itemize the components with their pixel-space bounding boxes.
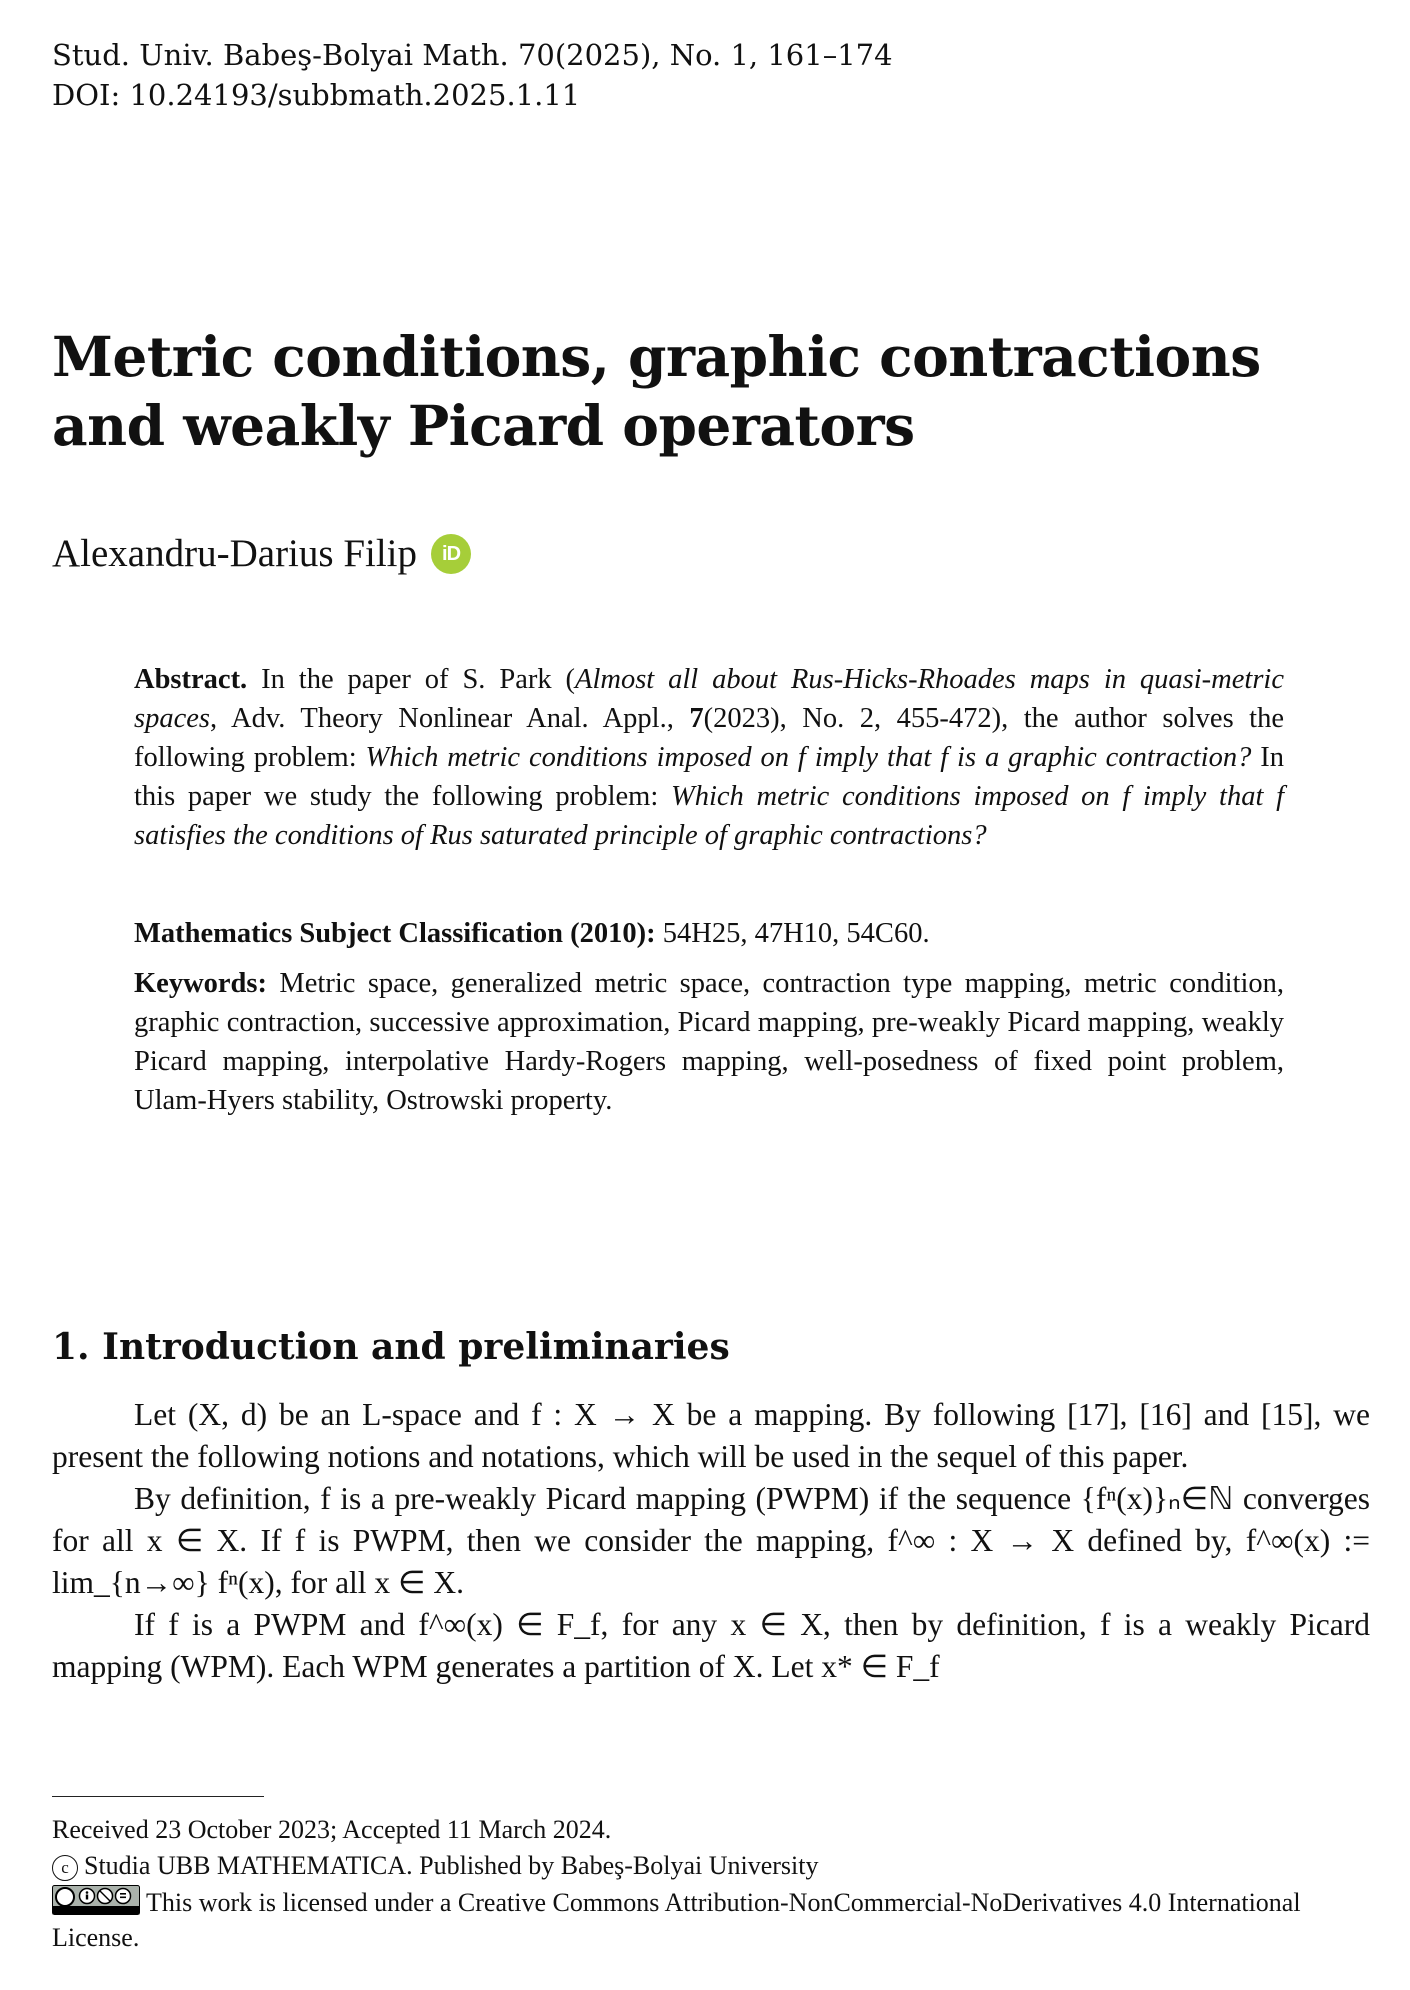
abstract-text: In this paper we study the following problem: <box>134 742 1284 812</box>
abstract <box>134 660 1284 855</box>
author-name: Alexandru-Darius Filip <box>52 532 418 575</box>
body-paragraph-3: If f is a PWPM and f^∞(x) ∈ F_f, for any x ∈ X, then by definition, f is a weakly Picard mapping (WPM). Each WPM generates a partition of X. Let x* ∈ F_f <box>52 1607 1370 1684</box>
keywords <box>134 964 1284 1120</box>
copyright-note <box>52 1848 1372 1883</box>
abstract-paragraph <box>134 660 1284 855</box>
abstract-cited-title: Almost all about Rus-Hicks-Rhoades maps in quasi-metric spaces <box>134 664 1284 734</box>
orcid-icon[interactable]: iD <box>431 534 471 574</box>
doi-line: DOI: 10.24193/subbmath.2025.1.11 <box>52 78 581 112</box>
abstract-text: In the paper of S. Park ( <box>247 664 576 695</box>
keywords-label: Keywords: <box>134 968 267 999</box>
license-note <box>52 1885 1372 1955</box>
body-paragraph-2: By definition, f is a pre-weakly Picard mapping (PWPM) if the sequence {fⁿ(x)}ₙ∈ℕ converges for all x ∈ X. If f is PWPM, then we consider the mapping, f^∞ : X → X defined by, f^∞(x) := lim_{n→∞} fⁿ(x), for all x ∈ X. <box>52 1481 1370 1600</box>
body-paragraph-1: Let (X, d) be an L-space and f : X → X be a mapping. By following [17], [16] and [15], we present the following notions and notations, which will be used in the sequel of this paper. <box>52 1397 1370 1474</box>
copyright-text: Studia UBB MATHEMATICA. Published by Babeş-Bolyai University <box>84 1851 819 1880</box>
body-text <box>52 1394 1370 1688</box>
paper-title <box>52 322 1302 460</box>
msc-label: Mathematics Subject Classification (2010): <box>134 918 656 949</box>
section-heading: 1. Introduction and preliminaries <box>52 1326 730 1368</box>
title-line-2: and weakly Picard operators <box>52 393 915 458</box>
msc-value: 54H25, 47H10, 54C60. <box>655 918 930 949</box>
cc-by-nc-nd-icon[interactable] <box>52 1885 140 1915</box>
msc-classification <box>134 914 1284 953</box>
abstract-question-2: Which metric conditions imposed on f imply that f satisfies the conditions of Rus saturated principle of graphic contractions? <box>134 781 1284 851</box>
abstract-text: , Adv. Theory Nonlinear Anal. Appl., <box>209 703 690 734</box>
journal-citation: Stud. Univ. Babeş-Bolyai Math. 70(2025), No. 1, 161–174 <box>52 38 893 72</box>
license-text: This work is licensed under a Creative Commons Attribution-NonCommercial-NoDerivatives 4.0 International License. <box>52 1888 1301 1952</box>
received-note: Received 23 October 2023; Accepted 11 March 2024. <box>52 1815 612 1844</box>
abstract-volume: 7 <box>689 703 704 734</box>
copyright-icon: c <box>52 1855 78 1881</box>
keywords-value: Metric space, generalized metric space, contraction type mapping, metric condition, graphic contraction, successive approximation, Picard mapping, pre-weakly Picard mapping, weakly Picard mapping, interpolative Hardy-Rogers mapping, well-posedness of fixed point problem, Ulam-Hyers stability, Ostrowski property. <box>134 968 1284 1116</box>
abstract-question-1: Which metric conditions imposed on f imply that f is a graphic contraction? <box>365 742 1252 773</box>
title-line-1: Metric conditions, graphic contractions <box>52 324 1261 389</box>
abstract-label: Abstract. <box>134 664 248 695</box>
author-row <box>52 530 471 578</box>
abstract-text: (2023), No. 2, 455-472), the author solves the following problem: <box>134 703 1284 773</box>
footnote-rule <box>52 1796 264 1797</box>
